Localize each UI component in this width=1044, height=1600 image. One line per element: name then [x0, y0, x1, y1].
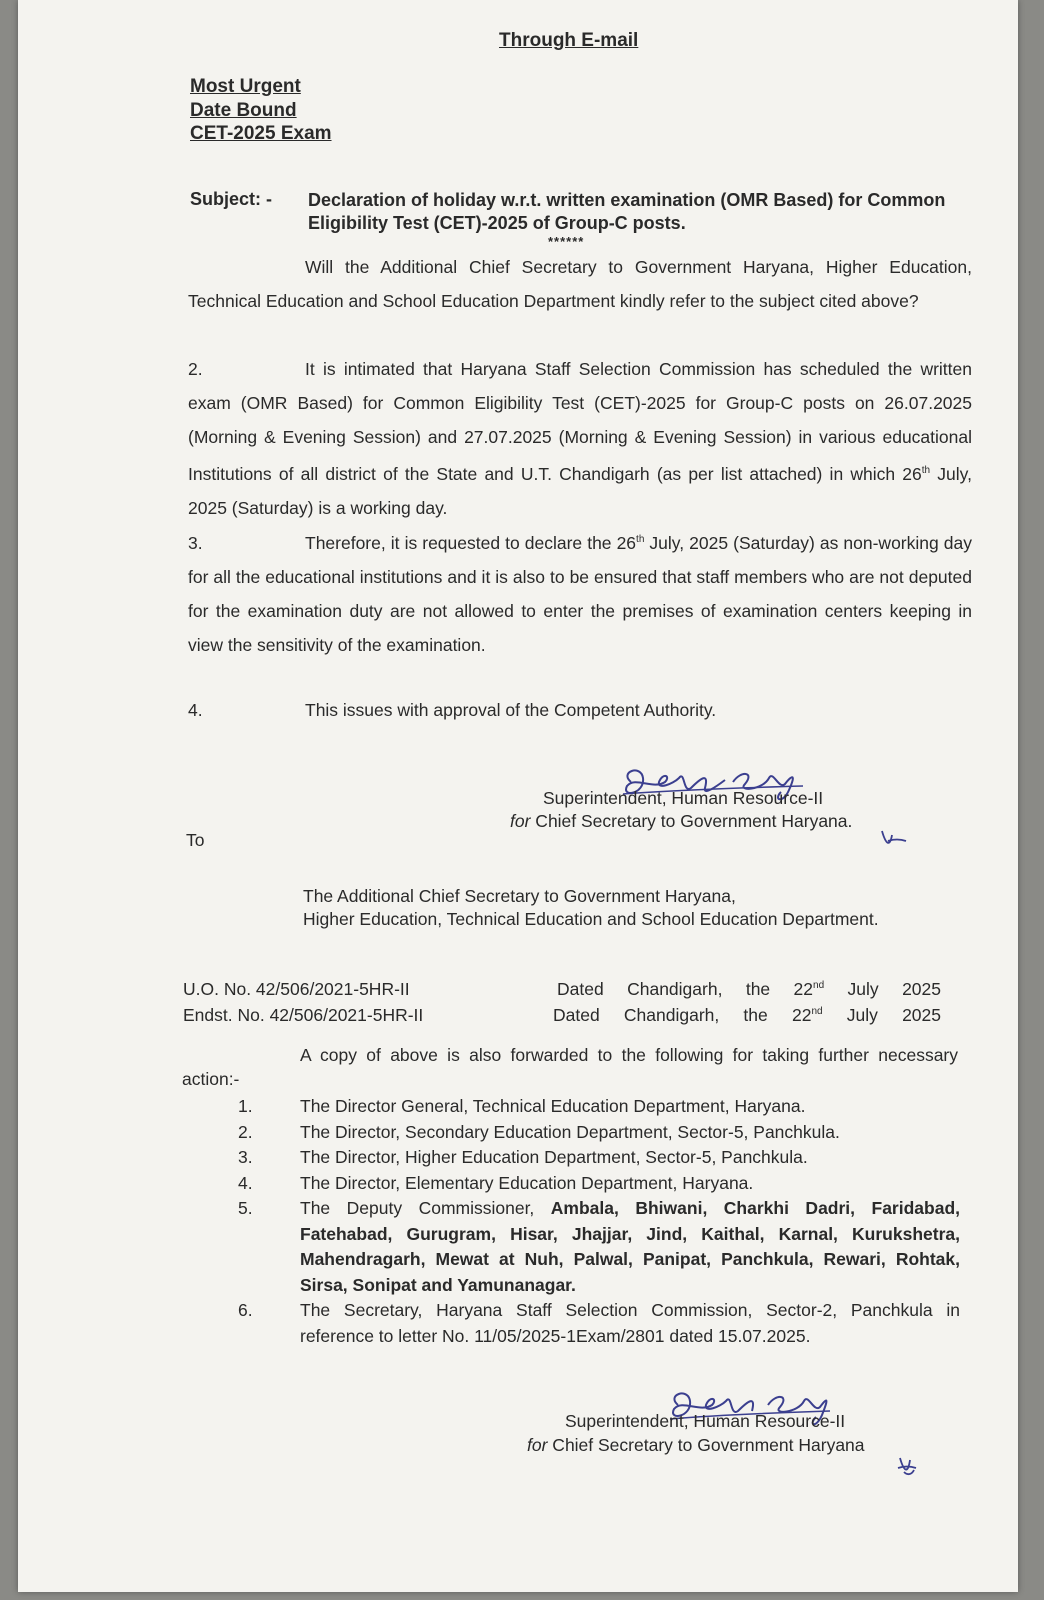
list-item-number: 3.: [238, 1147, 253, 1167]
addressee-line-2: Higher Education, Technical Education and School Education Department.: [303, 909, 879, 929]
signature-2-for-text: Chief Secretary to Government Haryana: [547, 1435, 865, 1455]
district-list: Ambala, Bhiwani, Charkhi Dadri, Faridabad, Fatehabad, Gurugram, Hisar, Jhajjar, Jind, Kaithal, Karnal, Kurukshetra, Mahendragarh, Mewat at Nuh, Palwal, Panipat, Panchkula, Rewari, Rohtak, Sirsa, Sonipat and Yamunanagar.: [300, 1198, 961, 1295]
list-item-text: The Director, Secondary Education Department, Sector-5, Panchkula.: [300, 1121, 840, 1142]
signature-2-for-line: [527, 1435, 865, 1456]
endst-date: [553, 1005, 941, 1026]
list-item: [238, 1171, 960, 1197]
paragraph-2-text: It is intimated that Haryana Staff Selection Commission has scheduled the written exam (OMR Based) for Common Eligibility Test (CET)-2025 for Group-C posts on 26.07.2025 (Morning & Evening Session) and 27.07.2025 (Morning & Evening Session) in various educational Institutions of all district of the State and U.T. Chandigarh (as per list attached) in which 26: [188, 359, 972, 484]
signature-2-for-word: for: [527, 1435, 548, 1455]
forward-intro-text: A copy of above is also forwarded to the following for taking further necessary action:-: [182, 1045, 958, 1089]
paragraph-3-text-end: July, 2025 (Saturday) as non-working day for all the educational institutions and it is also to be ensured that staff members who are not deputed for the examination duty are not allowed to enter the premises of examination centers keeping in view the sensitivity of the examination.: [188, 532, 972, 655]
list-item-text: The Director, Elementary Education Department, Haryana.: [300, 1172, 754, 1193]
subject-text: Declaration of holiday w.r.t. written examination (OMR Based) for Common Eligibility Test (CET)-2025 of Group-C posts.: [308, 190, 946, 233]
endst-number: Endst. No. 42/506/2021-5HR-II: [183, 1005, 424, 1025]
list-item: [238, 1145, 960, 1171]
signature-1-for-line: [510, 811, 852, 832]
signature-1-for-word: for: [510, 811, 531, 831]
addressee: [303, 885, 958, 931]
initials-1-mark: [878, 827, 908, 851]
deputy-commissioner-label: The Deputy Commissioner,: [300, 1198, 551, 1218]
paragraph-4-text: This issues with approval of the Competent Authority.: [305, 700, 717, 720]
paragraph-4: [188, 693, 972, 727]
uo-date-sup: nd: [813, 980, 825, 992]
uo-date-month: July 2025: [824, 979, 942, 999]
endst-date-month: July 2025: [822, 1005, 942, 1025]
flag-most-urgent: Most Urgent: [190, 76, 301, 97]
signature-1-designation: Superintendent, Human Resource-II: [543, 788, 824, 808]
paragraph-2-sup: th: [921, 465, 931, 476]
endst-date-sup: nd: [811, 1006, 823, 1018]
list-item: [238, 1196, 960, 1298]
list-item-number: 1.: [238, 1096, 253, 1116]
flag-date-bound: Date Bound: [190, 100, 297, 121]
letter-page: [18, 0, 1018, 1592]
paragraph-2-number: 2.: [188, 359, 203, 379]
list-item-text: The Director, Higher Education Department, Sector-5, Panchkula.: [300, 1147, 808, 1167]
paragraph-3: [188, 523, 972, 662]
signature-1-for-text: Chief Secretary to Government Haryana.: [530, 811, 853, 831]
subject-separator: ******: [548, 234, 585, 249]
endst-date-text: Dated Chandigarh, the 22: [553, 1005, 812, 1025]
uo-date-text: Dated Chandigarh, the 22: [557, 979, 814, 999]
list-item-number: 5.: [238, 1198, 253, 1218]
uo-date: [557, 979, 941, 1000]
paragraph-4-number: 4.: [188, 700, 203, 720]
list-item: [238, 1120, 960, 1146]
paragraph-2-text-end: July, 2025 (Saturday) is a working day.: [188, 463, 972, 518]
paragraph-1: [188, 250, 972, 318]
list-item-number: 6.: [238, 1300, 253, 1320]
list-item-text: The Director General, Technical Education Department, Haryana.: [300, 1096, 806, 1116]
list-item: [238, 1094, 960, 1120]
list-item-number: 2.: [238, 1121, 253, 1142]
paragraph-3-sup: th: [636, 534, 645, 545]
list-item-text: The Secretary, Haryana Staff Selection Commission, Sector-2, Panchkula in reference to letter No. 11/05/2025-1Exam/2801 dated 15.07.2025.: [300, 1300, 960, 1346]
signature-2-designation: Superintendent, Human Resource-II: [565, 1411, 846, 1431]
uo-number: U.O. No. 42/506/2021-5HR-II: [183, 979, 410, 999]
flag-cet-exam: CET-2025 Exam: [190, 123, 332, 144]
paragraph-3-number: 3.: [188, 532, 203, 553]
addressee-line-1: The Additional Chief Secretary to Government Haryana,: [303, 886, 736, 906]
list-item: [238, 1298, 960, 1349]
paragraph-3-text: Therefore, it is requested to declare the 26: [305, 532, 637, 553]
forward-intro: [182, 1043, 958, 1091]
paragraph-2: [188, 352, 972, 525]
paragraph-1-text: Will the Additional Chief Secretary to Government Haryana, Higher Education, Technical Education and School Education Department kindly refer to the subject cited above?: [188, 257, 972, 311]
initials-2-mark: [894, 1452, 920, 1478]
forward-list: [238, 1094, 960, 1349]
through-email-label: Through E-mail: [499, 30, 639, 51]
subject-label: Subject: -: [190, 189, 273, 209]
list-item-text: [300, 1196, 960, 1298]
list-item-number: 4.: [238, 1172, 253, 1193]
to-label: To: [186, 830, 205, 850]
